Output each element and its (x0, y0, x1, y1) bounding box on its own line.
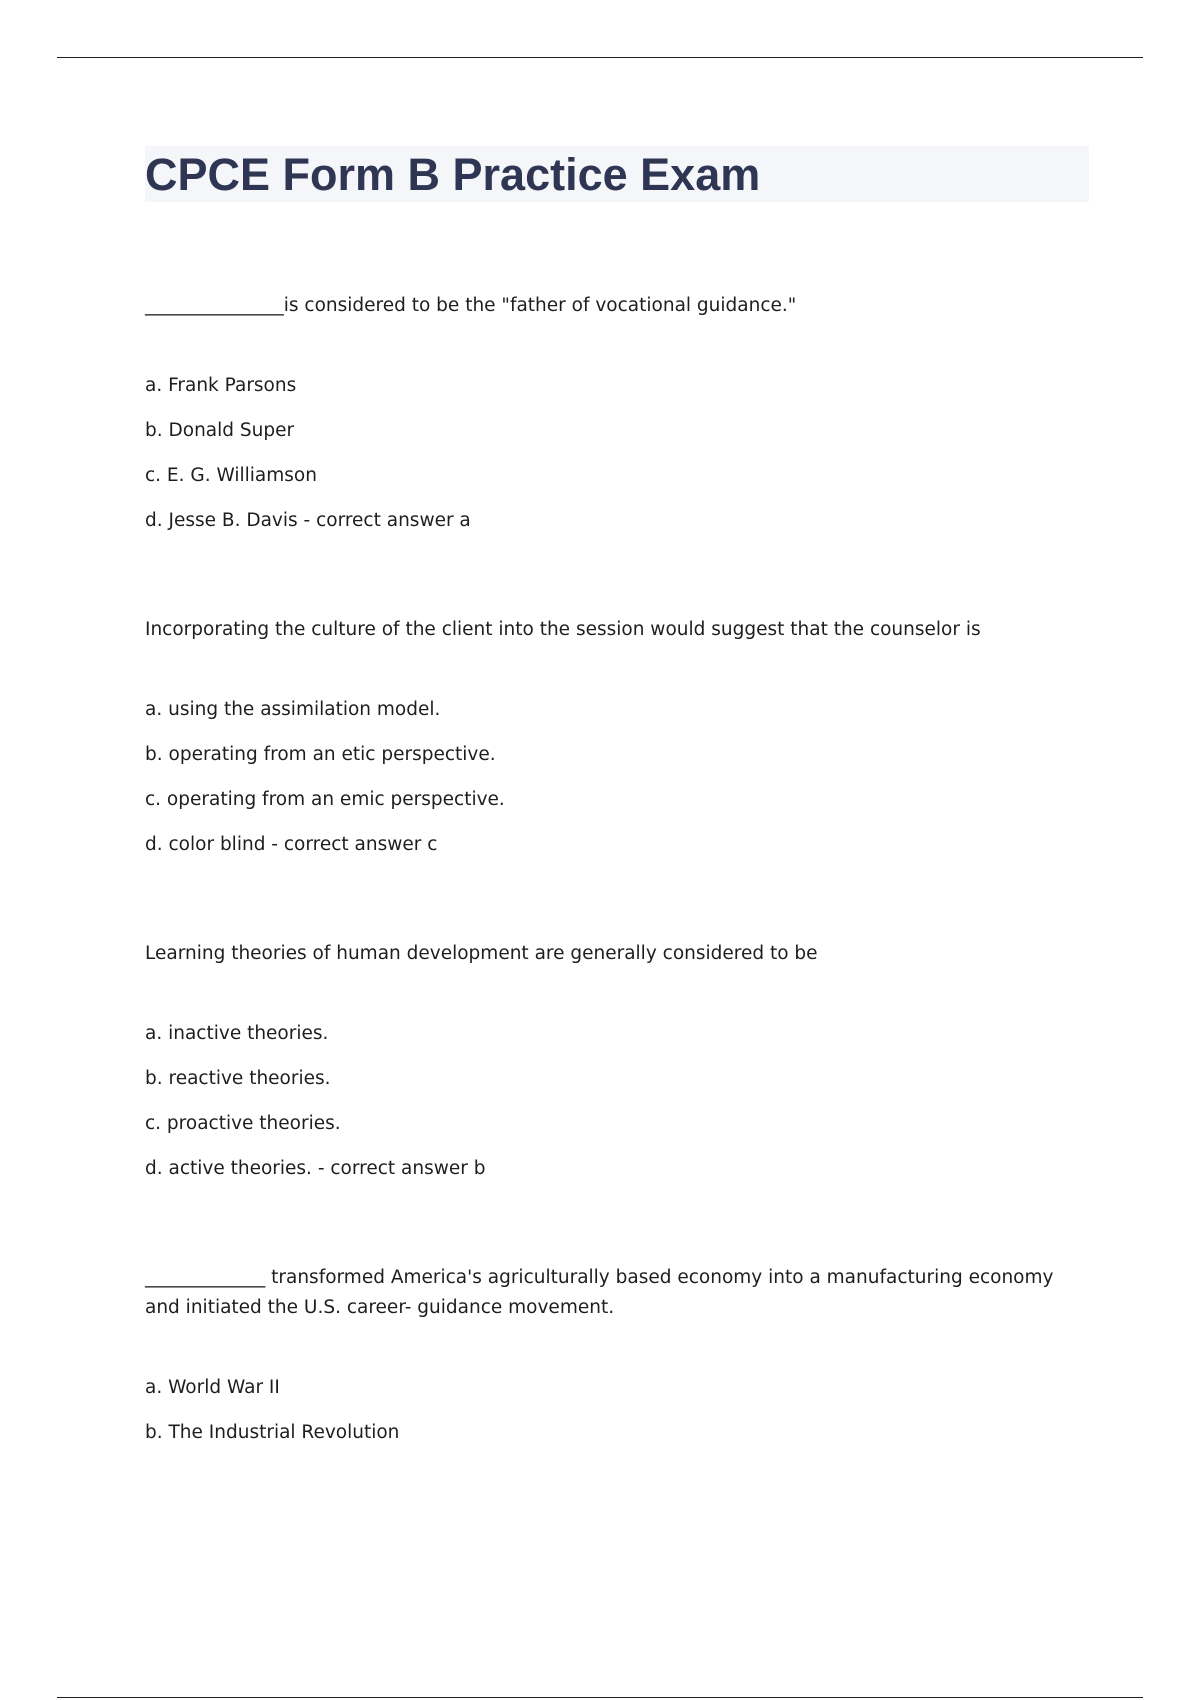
document-title: CPCE Form B Practice Exam (145, 148, 761, 200)
question-4 (145, 1263, 1089, 1445)
answer-option: c. proactive theories. (145, 1113, 341, 1134)
answer-option: c. operating from an emic perspective. (145, 789, 505, 810)
answer-option: d. color blind - correct answer c (145, 834, 438, 855)
answer-option: a. Frank Parsons (145, 375, 297, 396)
question-1 (145, 291, 1089, 533)
answer-option: a. using the assimilation model. (145, 699, 441, 720)
document-body (145, 146, 1089, 1527)
answer-option: d. active theories. - correct answer b (145, 1158, 486, 1179)
top-rule (57, 57, 1143, 58)
question-text: Incorporating the culture of the client into the session would suggest that the counselor is (145, 619, 981, 640)
question-3 (145, 939, 1089, 1181)
answer-option: a. World War II (145, 1377, 280, 1398)
answer-option: b. Donald Super (145, 420, 295, 441)
answer-options (145, 374, 1089, 533)
answer-option: b. operating from an etic perspective. (145, 744, 496, 765)
question-2 (145, 615, 1089, 857)
bottom-rule (57, 1697, 1143, 1698)
answer-option: b. The Industrial Revolution (145, 1422, 400, 1443)
question-text: Learning theories of human development are generally considered to be (145, 943, 818, 964)
answer-option: a. inactive theories. (145, 1023, 329, 1044)
answer-option: d. Jesse B. Davis - correct answer a (145, 510, 471, 531)
answer-option: b. reactive theories. (145, 1068, 331, 1089)
question-text: _____________ transformed America's agriculturally based economy into a manufacturing economy and initiated the U.S. career- guidance movement. (145, 1267, 1054, 1318)
answer-options (145, 1376, 1089, 1445)
answer-options (145, 1022, 1089, 1181)
answer-option: c. E. G. Williamson (145, 465, 317, 486)
title-band (145, 146, 1089, 202)
answer-options (145, 698, 1089, 857)
question-text: _______________is considered to be the "father of vocational guidance." (145, 295, 797, 316)
question-list (145, 291, 1089, 1445)
